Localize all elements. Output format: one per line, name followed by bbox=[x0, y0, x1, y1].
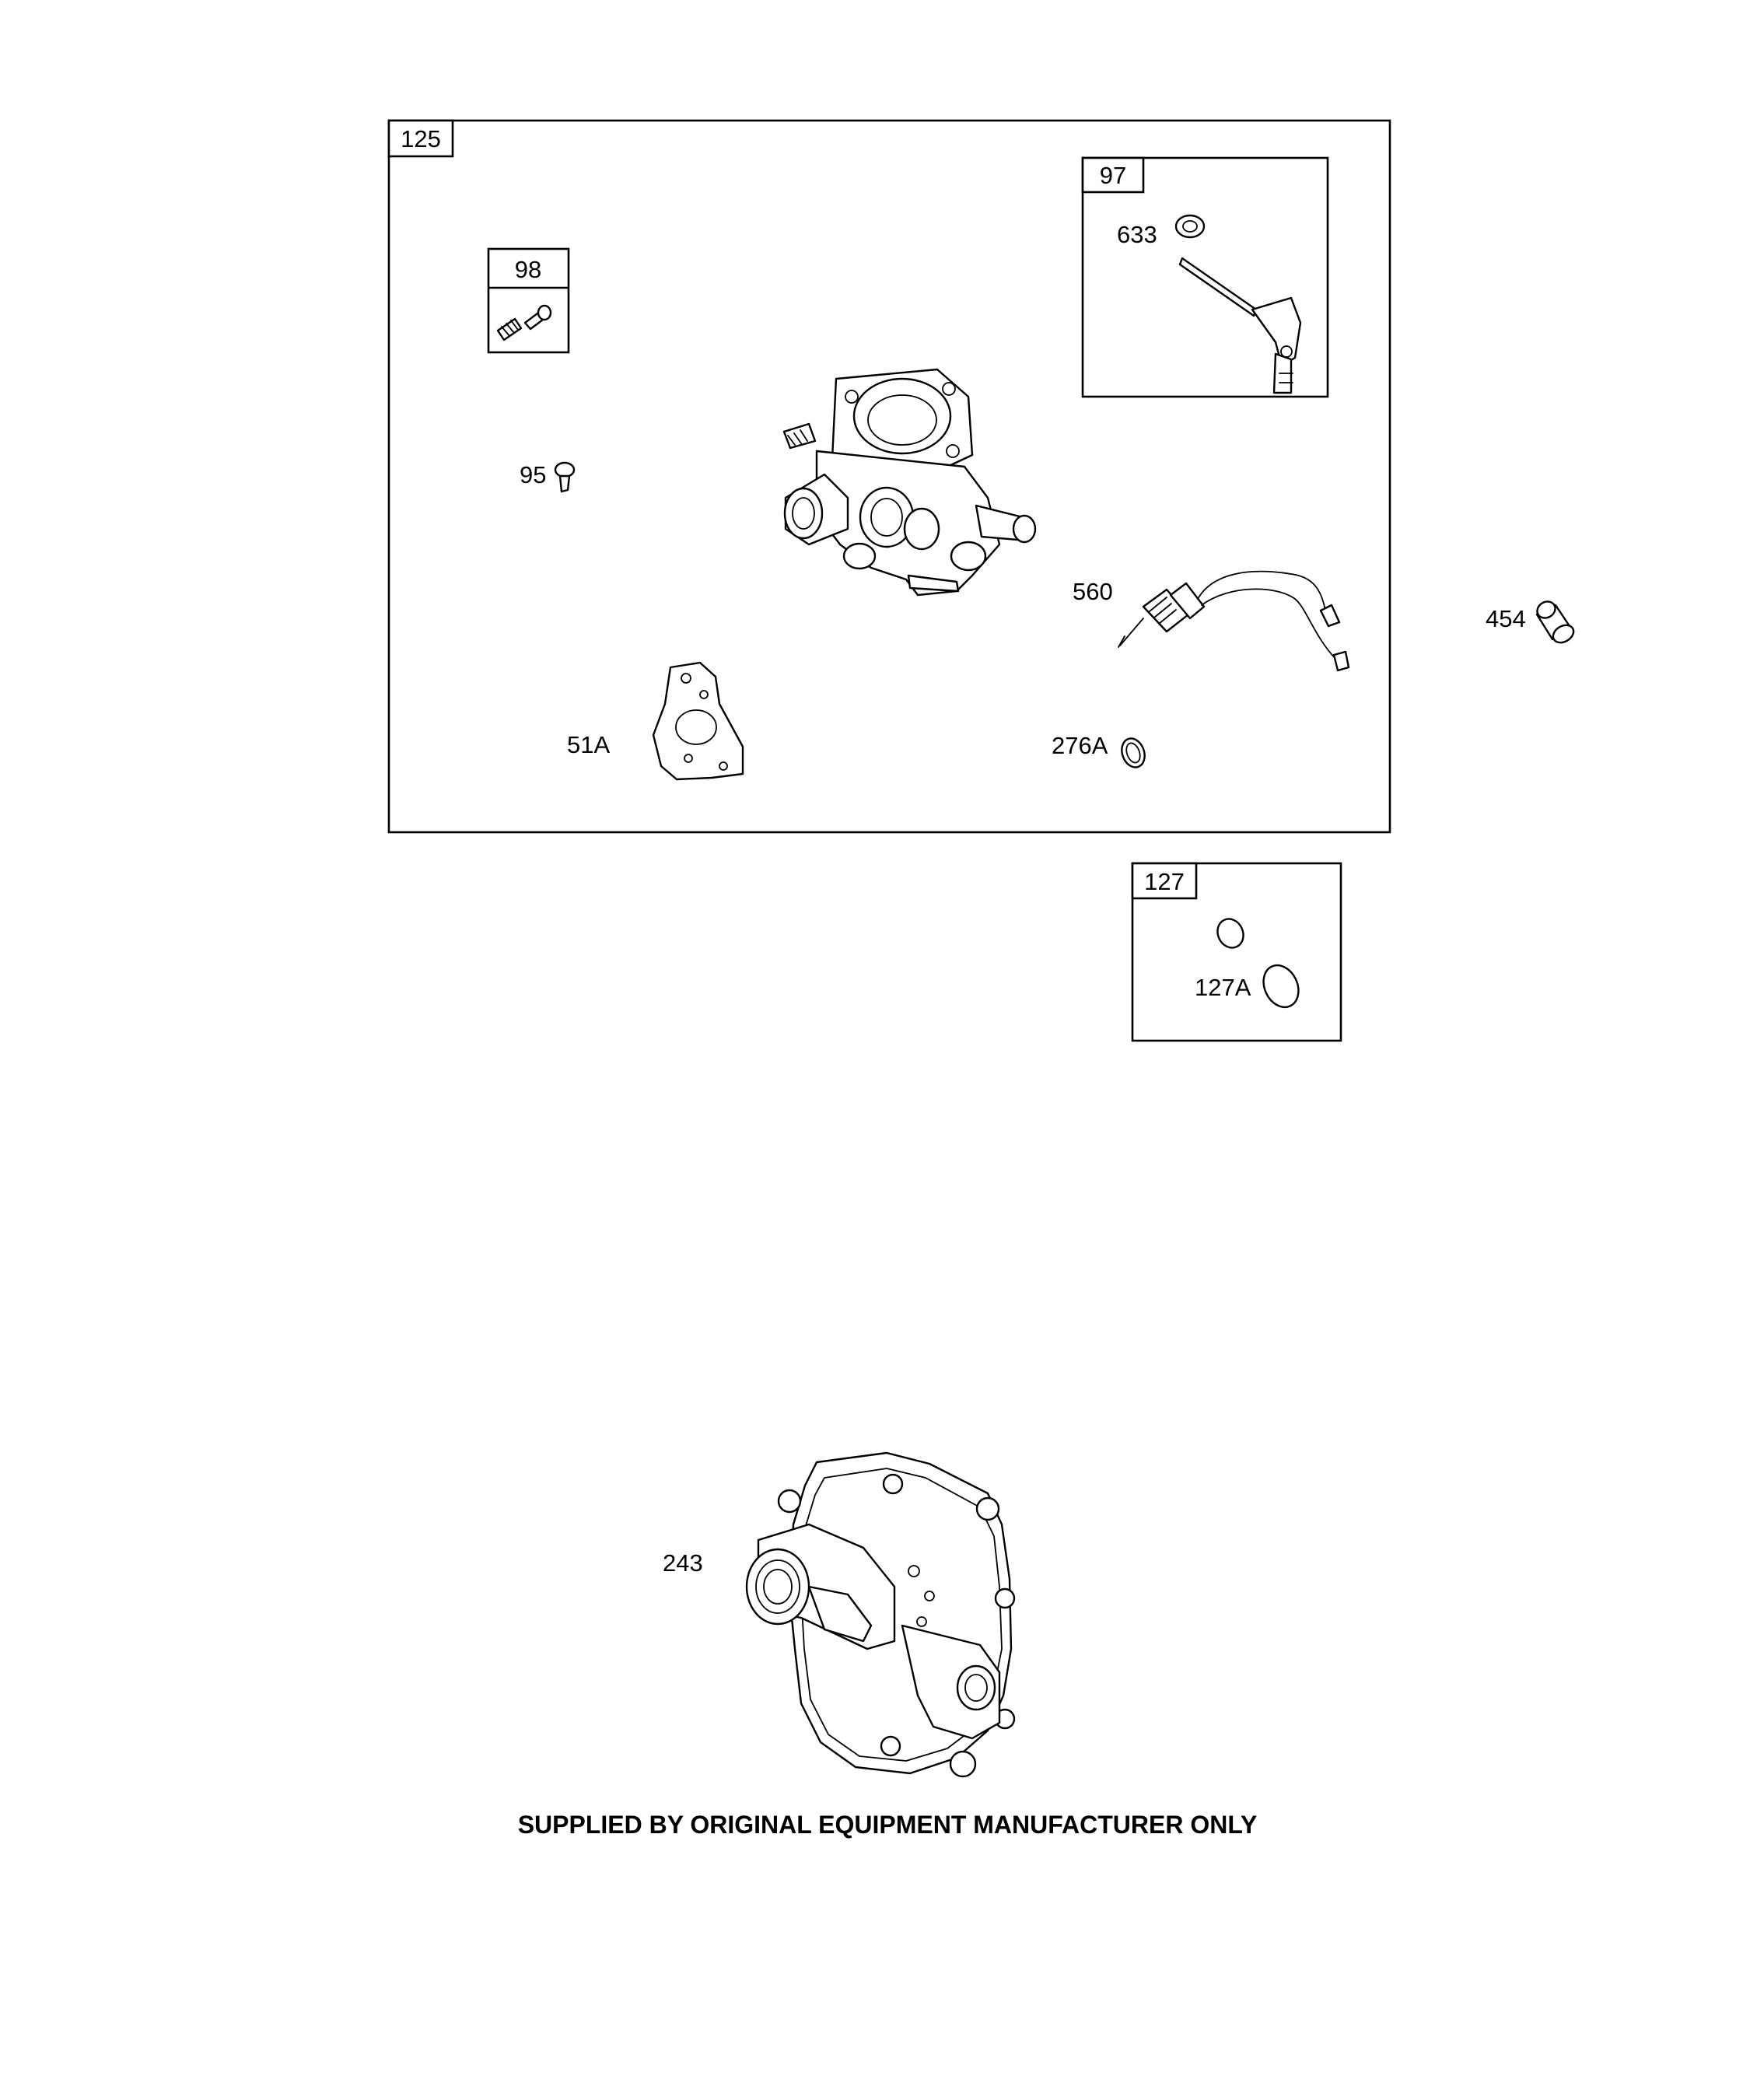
plug-127a-icon bbox=[1257, 960, 1305, 1013]
regulator-243-icon bbox=[747, 1453, 1014, 1776]
part-454-label: 454 bbox=[1486, 605, 1526, 632]
carburetor-body-icon bbox=[784, 369, 1035, 595]
group-127-frame bbox=[1132, 863, 1341, 1041]
seal-633-icon bbox=[1176, 215, 1204, 237]
cap-454-icon bbox=[1535, 598, 1577, 646]
group-98-label: 98 bbox=[514, 256, 542, 283]
part-127a-label: 127A bbox=[1195, 974, 1251, 1001]
group-125-label: 125 bbox=[401, 125, 441, 152]
part-633-label: 633 bbox=[1117, 221, 1157, 248]
fuel-solenoid-560-icon bbox=[1118, 572, 1349, 670]
gasket-51a-icon bbox=[653, 663, 743, 779]
part-243-label: 243 bbox=[663, 1549, 703, 1577]
oem-supply-note: SUPPLIED BY ORIGINAL EQUIPMENT MANUFACTURER ONLY bbox=[517, 1811, 1258, 1839]
part-276a-label: 276A bbox=[1052, 732, 1108, 759]
plug-small-icon bbox=[1213, 915, 1248, 952]
idle-screw-icon bbox=[498, 306, 551, 340]
group-97-label: 97 bbox=[1099, 162, 1127, 189]
group-98-frame bbox=[488, 249, 569, 352]
part-560-label: 560 bbox=[1073, 578, 1113, 605]
group-127-label: 127 bbox=[1144, 868, 1185, 895]
o-ring-276a-icon bbox=[1118, 735, 1148, 770]
part-95-label: 95 bbox=[520, 461, 547, 488]
screw-95-icon bbox=[555, 463, 574, 492]
throttle-shaft-icon bbox=[1180, 258, 1300, 393]
part-51a-label: 51A bbox=[567, 731, 611, 758]
